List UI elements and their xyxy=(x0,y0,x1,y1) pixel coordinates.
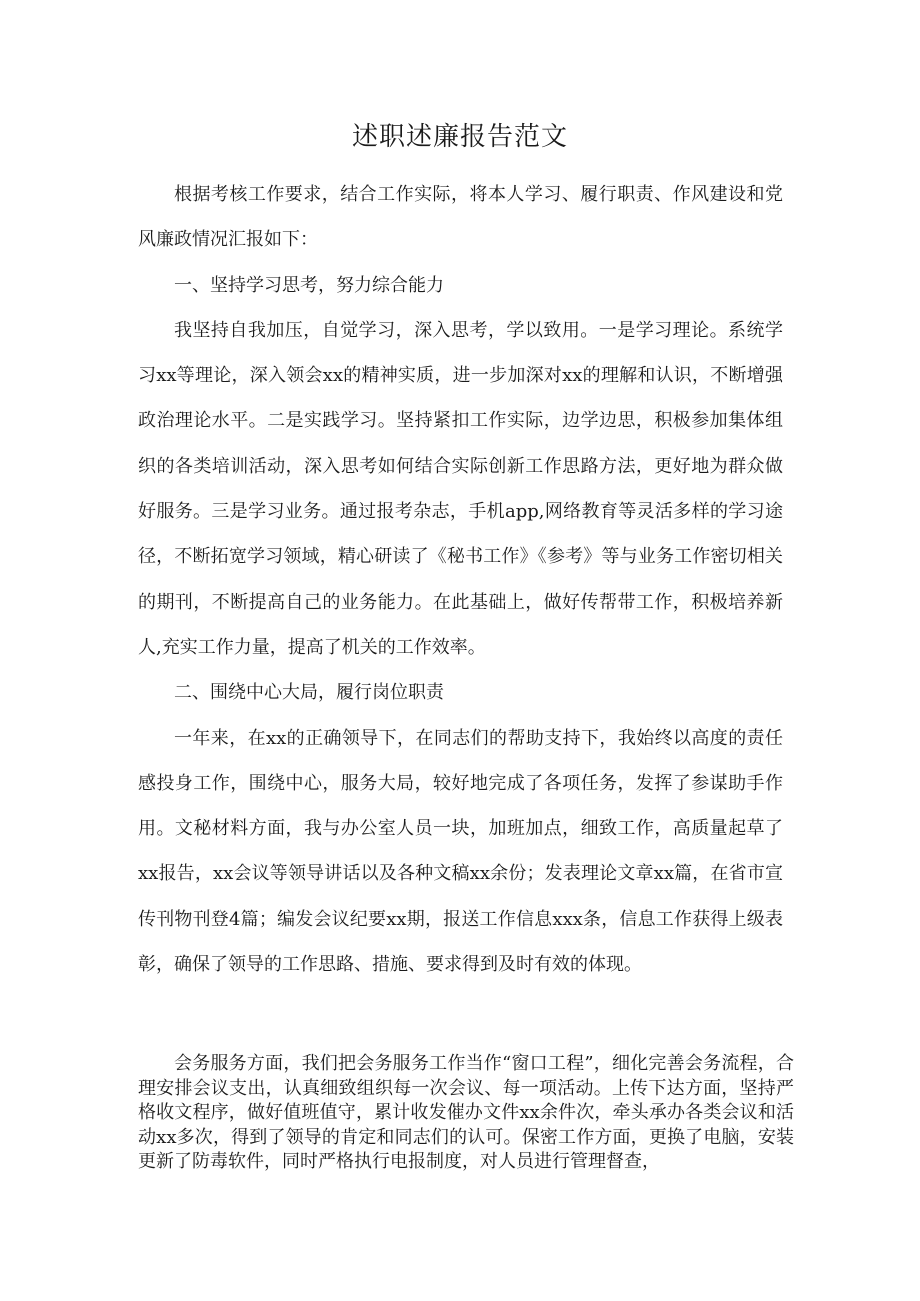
document-title: 述职述廉报告范文 xyxy=(351,122,568,152)
document-body-continued xyxy=(138,1052,794,1175)
intro-paragraph: 根据考核工作要求，结合工作实际，将本人学习、履行职责、作风建设和党风廉政情况汇报如下： xyxy=(138,184,783,251)
section-heading-2: 二、围绕中心大局，履行岗位职责 xyxy=(174,682,444,704)
meeting-service-paragraph: 会务服务方面，我们把会务服务工作当作“窗口工程”，细化完善会务流程，合理安排会议支出，认真细致组织每一次会议、每一项活动。上传下达方面，坚持严格收文程序，做好值班值守，累计收发催办文件xx余件次，牵头承办各类会议和活动xx多次，得到了领导的肯定和同志们的认可。保密工作方面，更换了电脑，安装更新了防毒软件，同时严格执行电报制度，对人员进行管理督查， xyxy=(138,1053,794,1172)
study-paragraph: 我坚持自我加压，自觉学习，深入思考，学以致用。一是学习理论。系统学习xx等理论，深入领会xx的精神实质，进一步加深对xx的理解和认识，不断增强政治理论水平。二是实践学习。坚持紧扣工作实际，边学边思，积极参加集体组织的各类培训活动，深入思考如何结合实际创新工作思路方法，更好地为群众做好服务。三是学习业务。通过报考杂志，手机app,网络教育等灵活多样的学习途径，不断拓宽学习领域，精心研读了《秘书工作》《参考》等与业务工作密切相关的期刊，不断提高自己的业务能力。在此基础上，做好传帮带工作，积极培养新人,充实工作力量，提高了机关的工作效率。 xyxy=(138,319,783,658)
document-body xyxy=(138,172,783,987)
duties-paragraph: 一年来，在xx的正确领导下，在同志们的帮助支持下，我始终以高度的责任感投身工作，围绕中心，服务大局，较好地完成了各项任务，发挥了参谋助手作用。文秘材料方面，我与办公室人员一块，加班加点，细致工作，高质量起草了xx报告，xx会议等领导讲话以及各种文稿xx余份；发表理论文章xx篇，在省市宣传刊物刊登4篇；编发会议纪要xx期，报送工作信息xxx条，信息工作获得上级表彰，确保了领导的工作思路、措施、要求得到及时有效的体现。 xyxy=(138,727,783,976)
section-heading-1: 一、坚持学习思考，努力综合能力 xyxy=(174,274,444,296)
